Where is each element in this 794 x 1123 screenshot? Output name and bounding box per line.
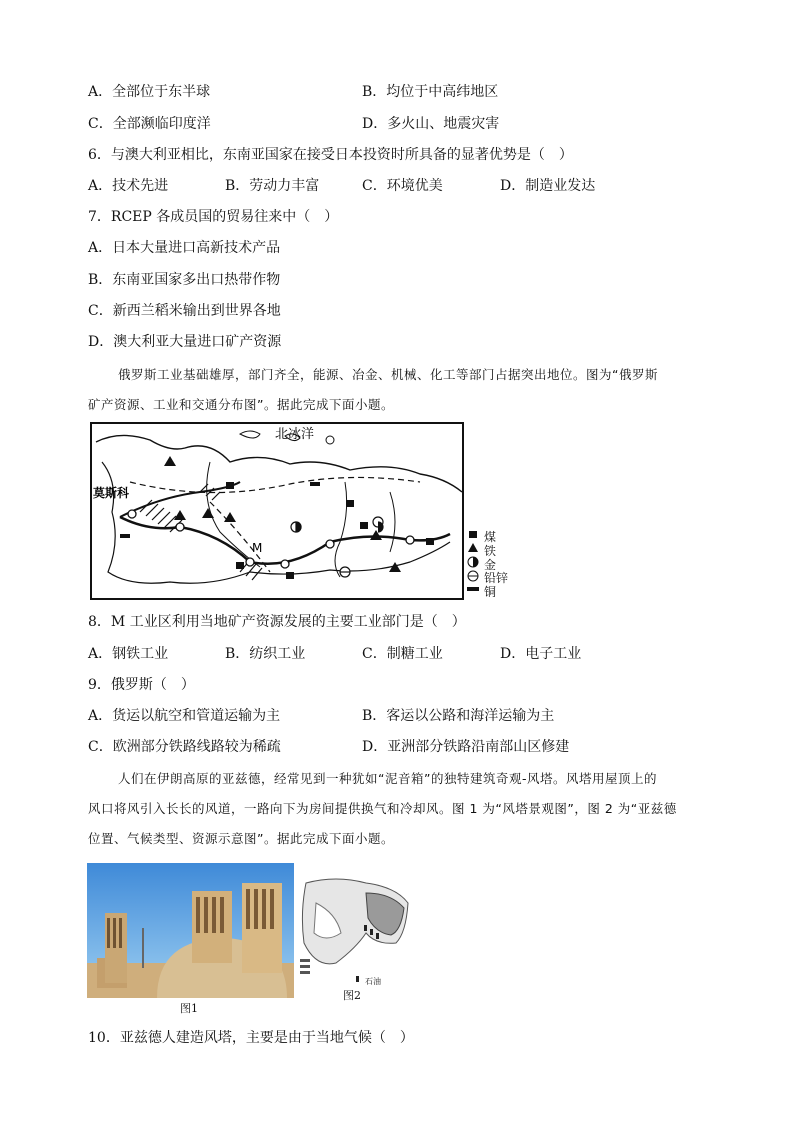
q9-option-d: D．亚洲部分铁路沿南部山区修建 [362, 739, 570, 755]
q6-option-d: D．制造业发达 [500, 178, 596, 194]
figure-2-oil-label: 石油 [365, 977, 381, 986]
q9-option-a: A．货运以航空和管道运输为主 [88, 708, 281, 724]
legend-gold: 金 [484, 558, 497, 572]
q10-stem: 10．亚兹德人建造风塔，主要是由于当地气候（ ） [88, 1030, 414, 1046]
q6-option-b: B．劳动力丰富 [225, 178, 320, 194]
yazd-passage-line1: 人们在伊朗高原的亚兹德，经常见到一种犹如“泥音箱”的独特建筑奇观-风塔。风塔用屋顶上的 [118, 771, 657, 786]
q6-stem: 6．与澳大利亚相比，东南亚国家在接受日本投资时所具备的显著优势是（ ） [88, 147, 573, 163]
label-m-region: M [252, 541, 263, 555]
label-arctic-ocean: 北冰洋 [275, 427, 315, 442]
figure-1-windcatcher-photo [87, 863, 294, 998]
label-moscow: 莫斯科 [93, 486, 130, 500]
russia-passage-line2: 矿产资源、工业和交通分布图”。据此完成下面小题。 [88, 397, 394, 412]
legend-lead-zinc: 铅锌 [484, 571, 509, 585]
q7-option-a: A．日本大量进口高新技术产品 [88, 240, 281, 256]
map-legend-symbols [466, 528, 482, 598]
q5-option-b: B．均位于中高纬地区 [362, 84, 499, 100]
figure-2-caption: 图2 [343, 989, 361, 1002]
q8-stem: 8．M 工业区利用当地矿产资源发展的主要工业部门是（ ） [88, 614, 466, 630]
legend-coal: 煤 [484, 530, 497, 544]
q9-option-c: C．欧洲部分铁路线路较为稀疏 [88, 739, 281, 755]
q8-option-d: D．电子工业 [500, 646, 582, 662]
q8-option-a: A．钢铁工业 [88, 646, 169, 662]
q6-option-a: A．技术先进 [88, 178, 169, 194]
yazd-passage-line3: 位置、气候类型、资源示意图”。据此完成下面小题。 [88, 831, 394, 846]
q6-option-c: C．环境优美 [362, 178, 443, 194]
q5-option-a: A．全部位于东半球 [88, 84, 211, 100]
q9-stem: 9．俄罗斯（ ） [88, 677, 195, 693]
legend-iron: 铁 [484, 544, 497, 558]
russia-map [90, 422, 466, 600]
yazd-passage-line2: 风口将风引入长长的风道，一路向下为房间提供换气和冷却风。图 1 为“风塔景观图”，图 2 为“亚兹德 [88, 801, 677, 816]
figure-2-yazd-map [296, 873, 414, 988]
q8-option-c: C．制糖工业 [362, 646, 443, 662]
q8-option-b: B．纺织工业 [225, 646, 306, 662]
q7-stem: 7．RCEP 各成员国的贸易往来中（ ） [88, 209, 339, 225]
q7-option-c: C．新西兰稻米输出到世界各地 [88, 303, 281, 319]
windcatcher-illustration [87, 863, 294, 998]
legend-copper: 铜 [484, 585, 497, 599]
russia-map-drawing [90, 422, 466, 600]
figure-1-caption: 图1 [180, 1002, 198, 1015]
yazd-map-drawing [296, 873, 414, 988]
q9-option-b: B．客运以公路和海洋运输为主 [362, 708, 555, 724]
russia-passage-line1: 俄罗斯工业基础雄厚，部门齐全，能源、冶金、机械、化工等部门占据突出地位。图为“俄罗斯 [118, 367, 658, 382]
q7-option-b: B．东南亚国家多出口热带作物 [88, 272, 281, 288]
q5-option-d: D．多火山、地震灾害 [362, 116, 500, 132]
q7-option-d: D．澳大利亚大量进口矿产资源 [88, 334, 282, 350]
q5-option-c: C．全部濒临印度洋 [88, 116, 211, 132]
